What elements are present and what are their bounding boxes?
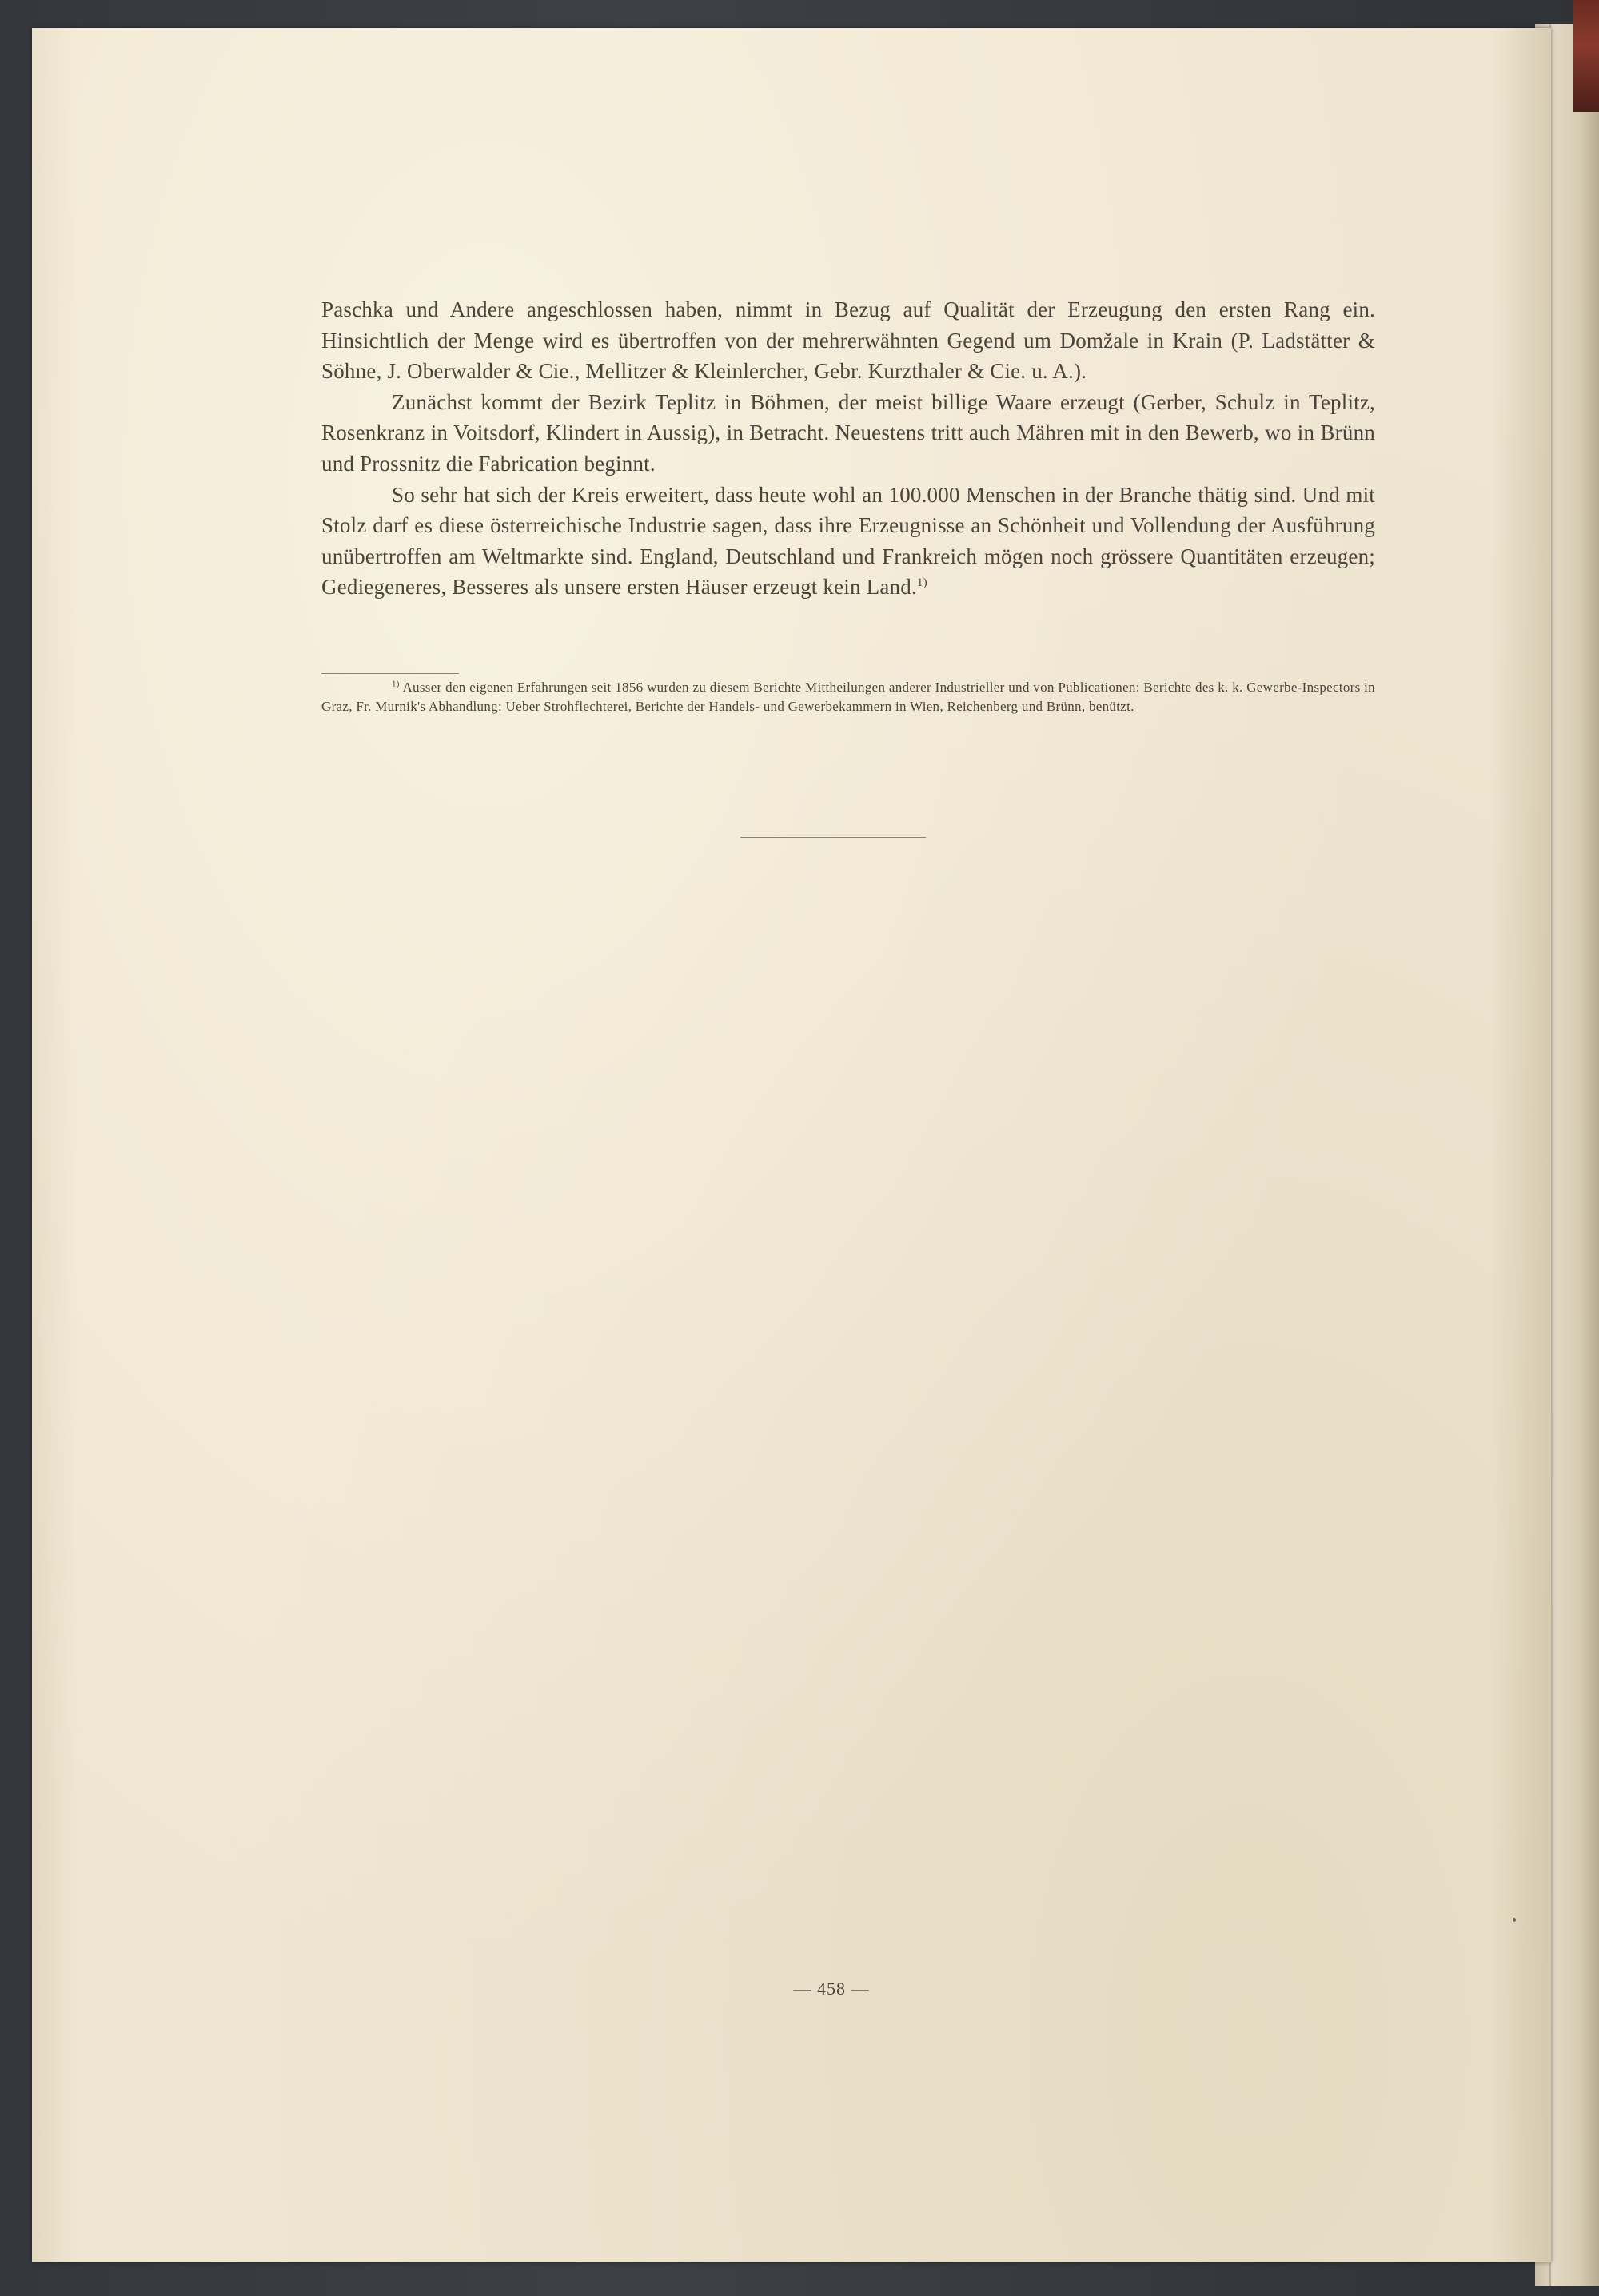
paragraph-3-text: So sehr hat sich der Kreis erweitert, dass heute wohl an 100.000 Menschen in der Branche thätig sind. Und mit Stolz darf es diese österreichische Industrie sagen, dass ihre Erzeugnisse an Schönheit und Vollendung der Ausführung unübertroffen am Weltmarkte sind. England, Deutschland und Frankreich mögen noch grössere Quantitäten erzeugen; Gediegeneres, Besseres als unsere ersten Häuser erzeugt kein Land.: [321, 482, 1375, 600]
paragraph-2: [321, 387, 1375, 480]
paragraph-1-text: Paschka und Andere angeschlossen haben, nimmt in Bezug auf Qualität der Erzeugung den ersten Rang ein. Hinsichtlich der Menge wird es übertroffen von der mehrerwähnten Gegend um Domžale in Krain (P. Ladstätter & Söhne, J. Oberwalder & Cie., Mellitzer & Kleinlercher, Gebr. Kurzthaler & Cie. u. A.).: [321, 297, 1375, 384]
paragraph-1: [321, 294, 1375, 387]
paper-speck: [1513, 1918, 1516, 1922]
footnote-text: Ausser den eigenen Erfahrungen seit 1856 wurden zu diesem Berichte Mittheilungen anderer Industrieller und von Publicationen: Berichte des k. k. Gewerbe-Inspectors in Graz, Fr. Murnik's Abhandlung: Ueber Strohflechterei, Berichte der Handels- und Gewerbekammern in Wien, Reichenberg und Brünn, benützt.: [321, 680, 1375, 714]
footnote-reference: 1): [916, 576, 927, 590]
section-end-rule: [740, 837, 926, 838]
body-text: [321, 294, 1375, 603]
footnote-divider: [321, 673, 459, 674]
footnote: [321, 678, 1375, 716]
document-page: [32, 28, 1551, 2262]
page-number: — 458 —: [793, 1979, 870, 1999]
paragraph-3: [321, 480, 1375, 603]
footnote-mark: 1): [392, 679, 400, 689]
binding-strip: [1573, 0, 1599, 112]
paragraph-2-text: Zunächst kommt der Bezirk Teplitz in Böhmen, der meist billige Waare erzeugt (Gerber, Schulz in Teplitz, Rosenkranz in Voitsdorf, Klindert in Aussig), in Betracht. Neuestens tritt auch Mähren mit in den Bewerb, wo in Brünn und Prossnitz die Fabrication beginnt.: [321, 389, 1375, 476]
